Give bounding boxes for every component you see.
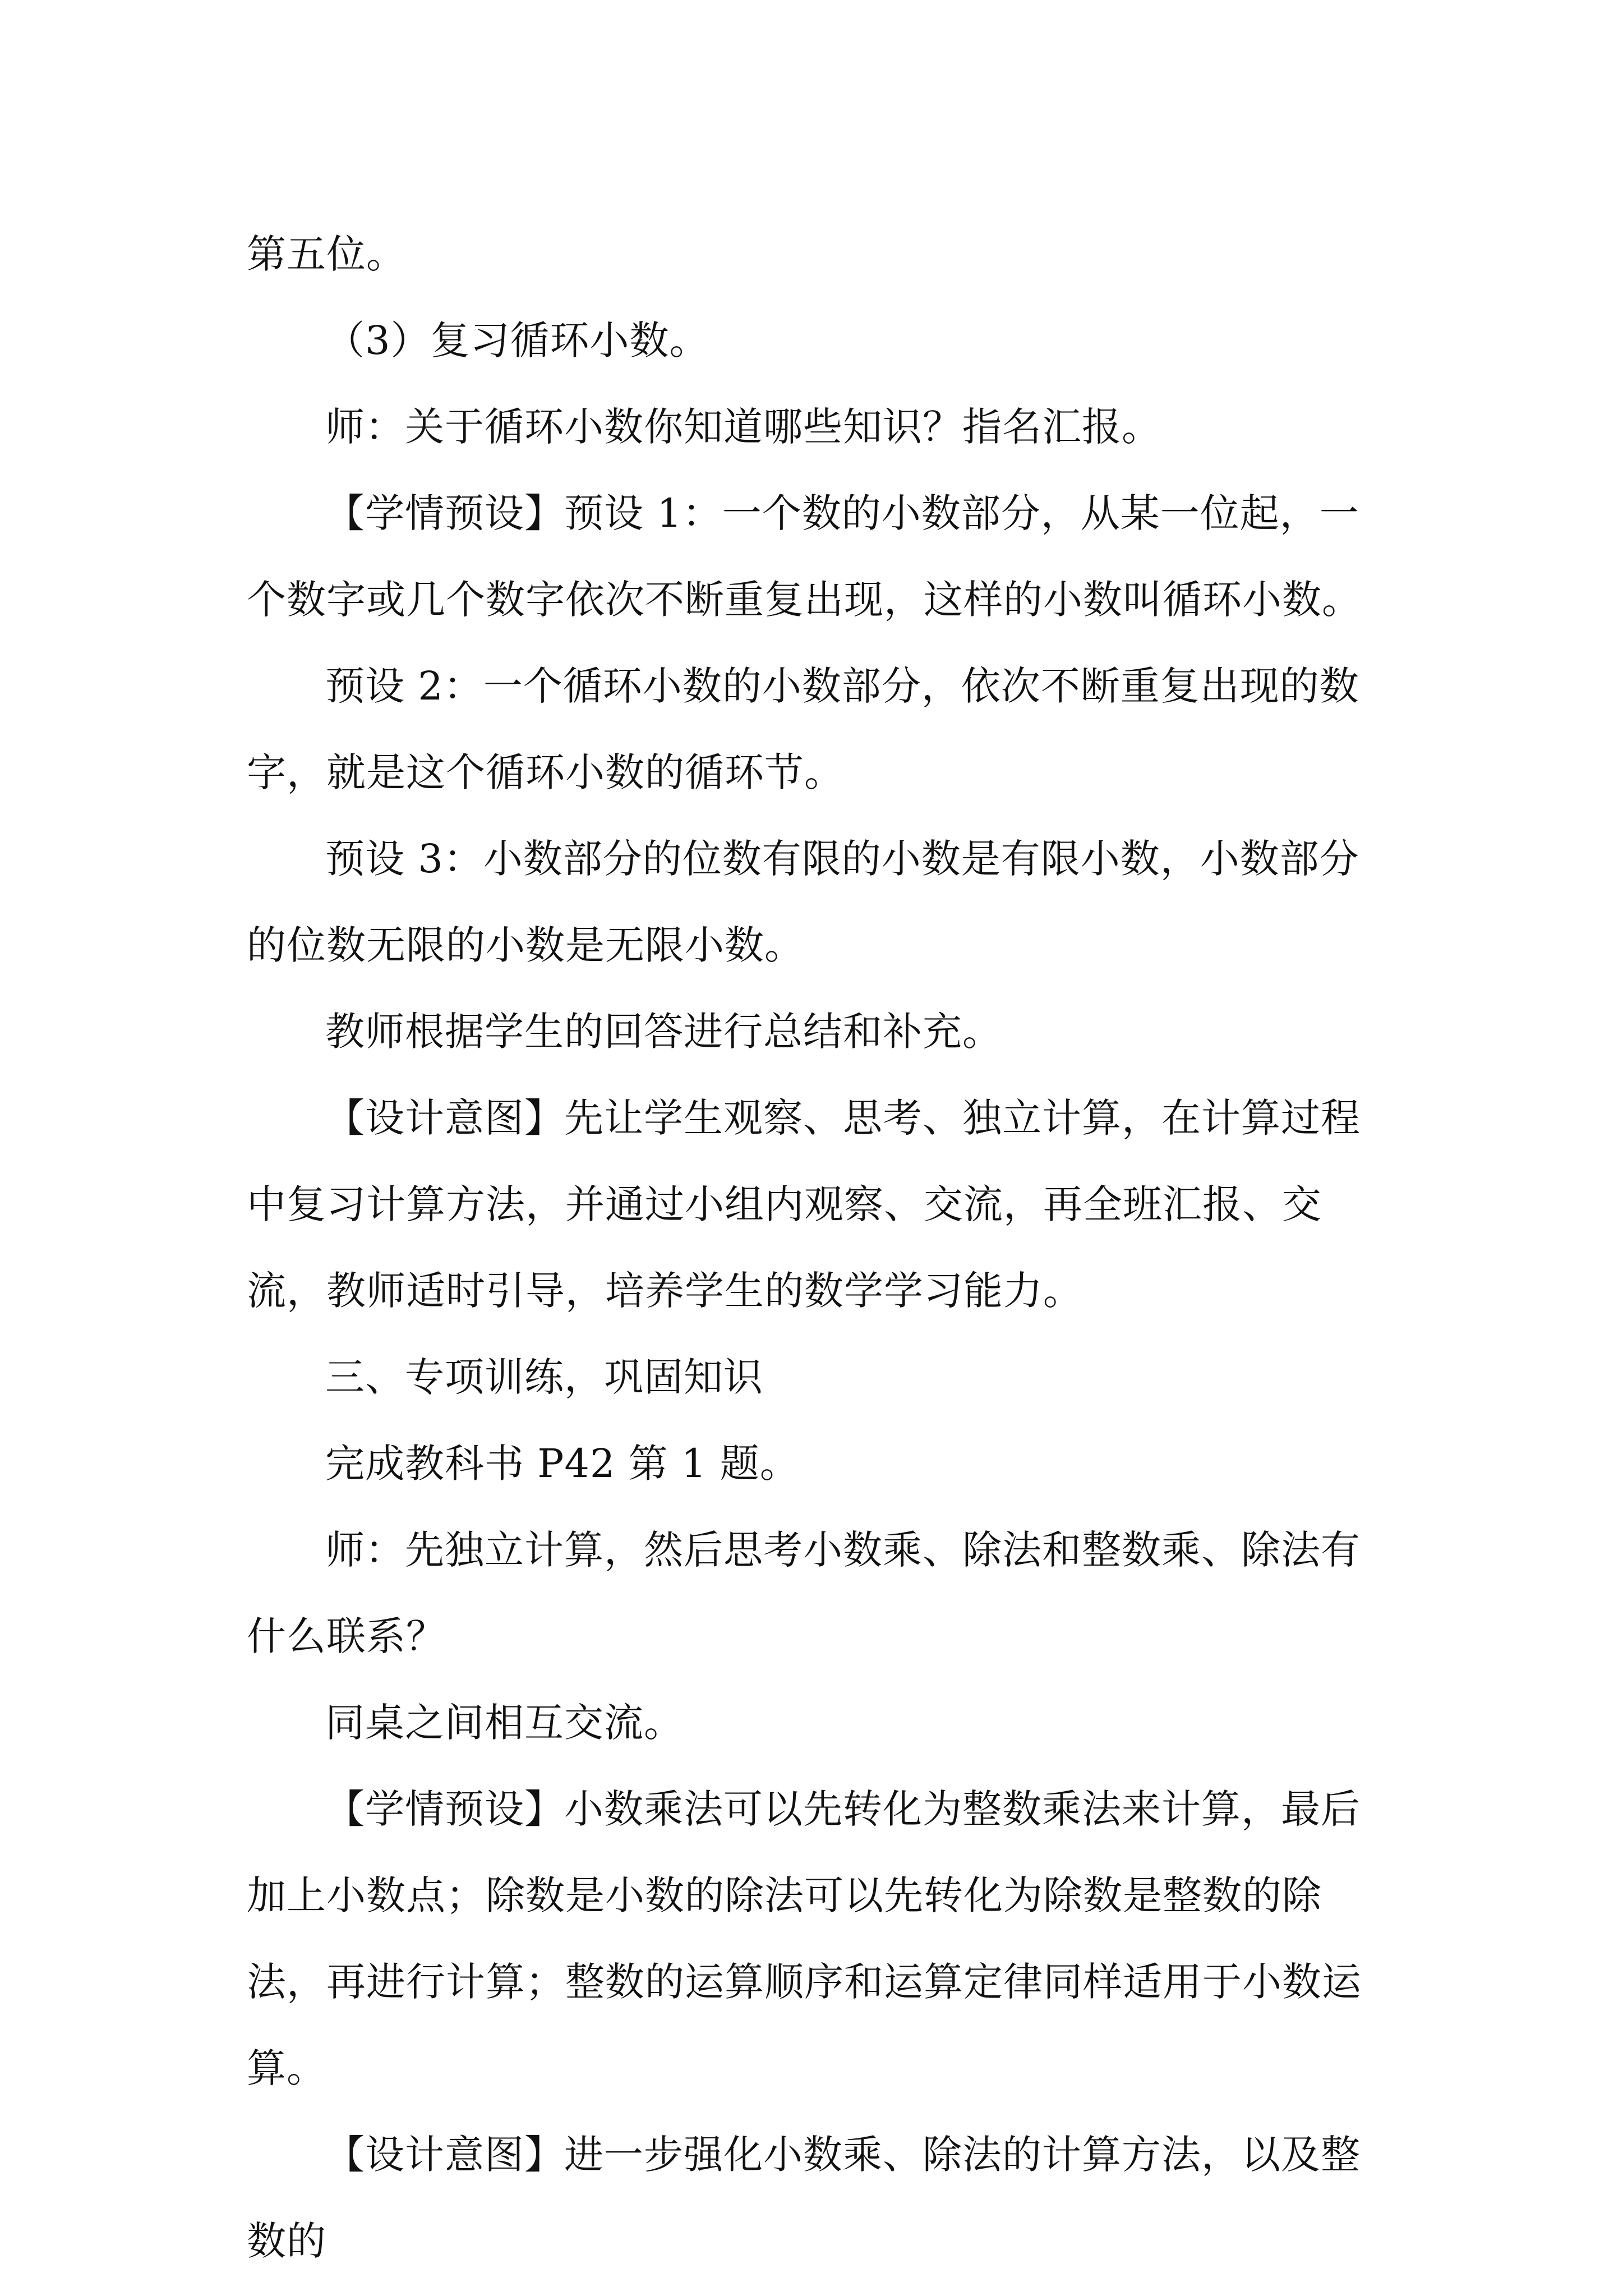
paragraph-preset-3: 预设 3：小数部分的位数有限的小数是有限小数，小数部分的位数无限的小数是无限小数。 — [247, 836, 1359, 968]
paragraph-continuation: 第五位。 — [247, 231, 406, 277]
paragraph-preset-1: 【学情预设】预设 1：一个数的小数部分，从某一位起，一个数字或几个数字依次不断重复出现，这样的小数叫循环小数。 — [247, 490, 1362, 623]
section-heading-training: 三、专项训练，巩固知识 — [325, 1354, 763, 1400]
paragraph-teacher-question: 师：关于循环小数你知道哪些知识？指名汇报。 — [325, 404, 1161, 450]
paragraph-design-intent-1: 【设计意图】先让学生观察、思考、独立计算，在计算过程中复习计算方法，并通过小组内观察、交流，再全班汇报、交流，教师适时引导，培养学生的数学学习能力。 — [247, 1095, 1361, 1314]
paragraph-learning-preset: 【学情预设】小数乘法可以先转化为整数乘法来计算，最后加上小数点；除数是小数的除法可以先转化为除数是整数的除法，再进行计算；整数的运算顺序和运算定律同样适用于小数运算。 — [247, 1786, 1362, 2091]
paragraph-design-intent-2: 【设计意图】进一步强化小数乘、除法的计算方法，以及整数的 — [247, 2132, 1361, 2264]
paragraph-teacher-summary: 教师根据学生的回答进行总结和补充。 — [325, 1009, 1002, 1055]
paragraph-preset-2: 预设 2：一个循环小数的小数部分，依次不断重复出现的数字，就是这个循环小数的循环节。 — [247, 663, 1359, 795]
document-body — [247, 211, 1391, 2284]
paragraph-peer-exchange: 同桌之间相互交流。 — [325, 1700, 684, 1746]
paragraph-textbook-task: 完成教科书 P42 第 1 题。 — [325, 1441, 800, 1487]
paragraph-teacher-instruction: 师：先独立计算，然后思考小数乘、除法和整数乘、除法有什么联系？ — [247, 1527, 1361, 1659]
paragraph-review-heading: （3）复习循环小数。 — [325, 318, 709, 364]
